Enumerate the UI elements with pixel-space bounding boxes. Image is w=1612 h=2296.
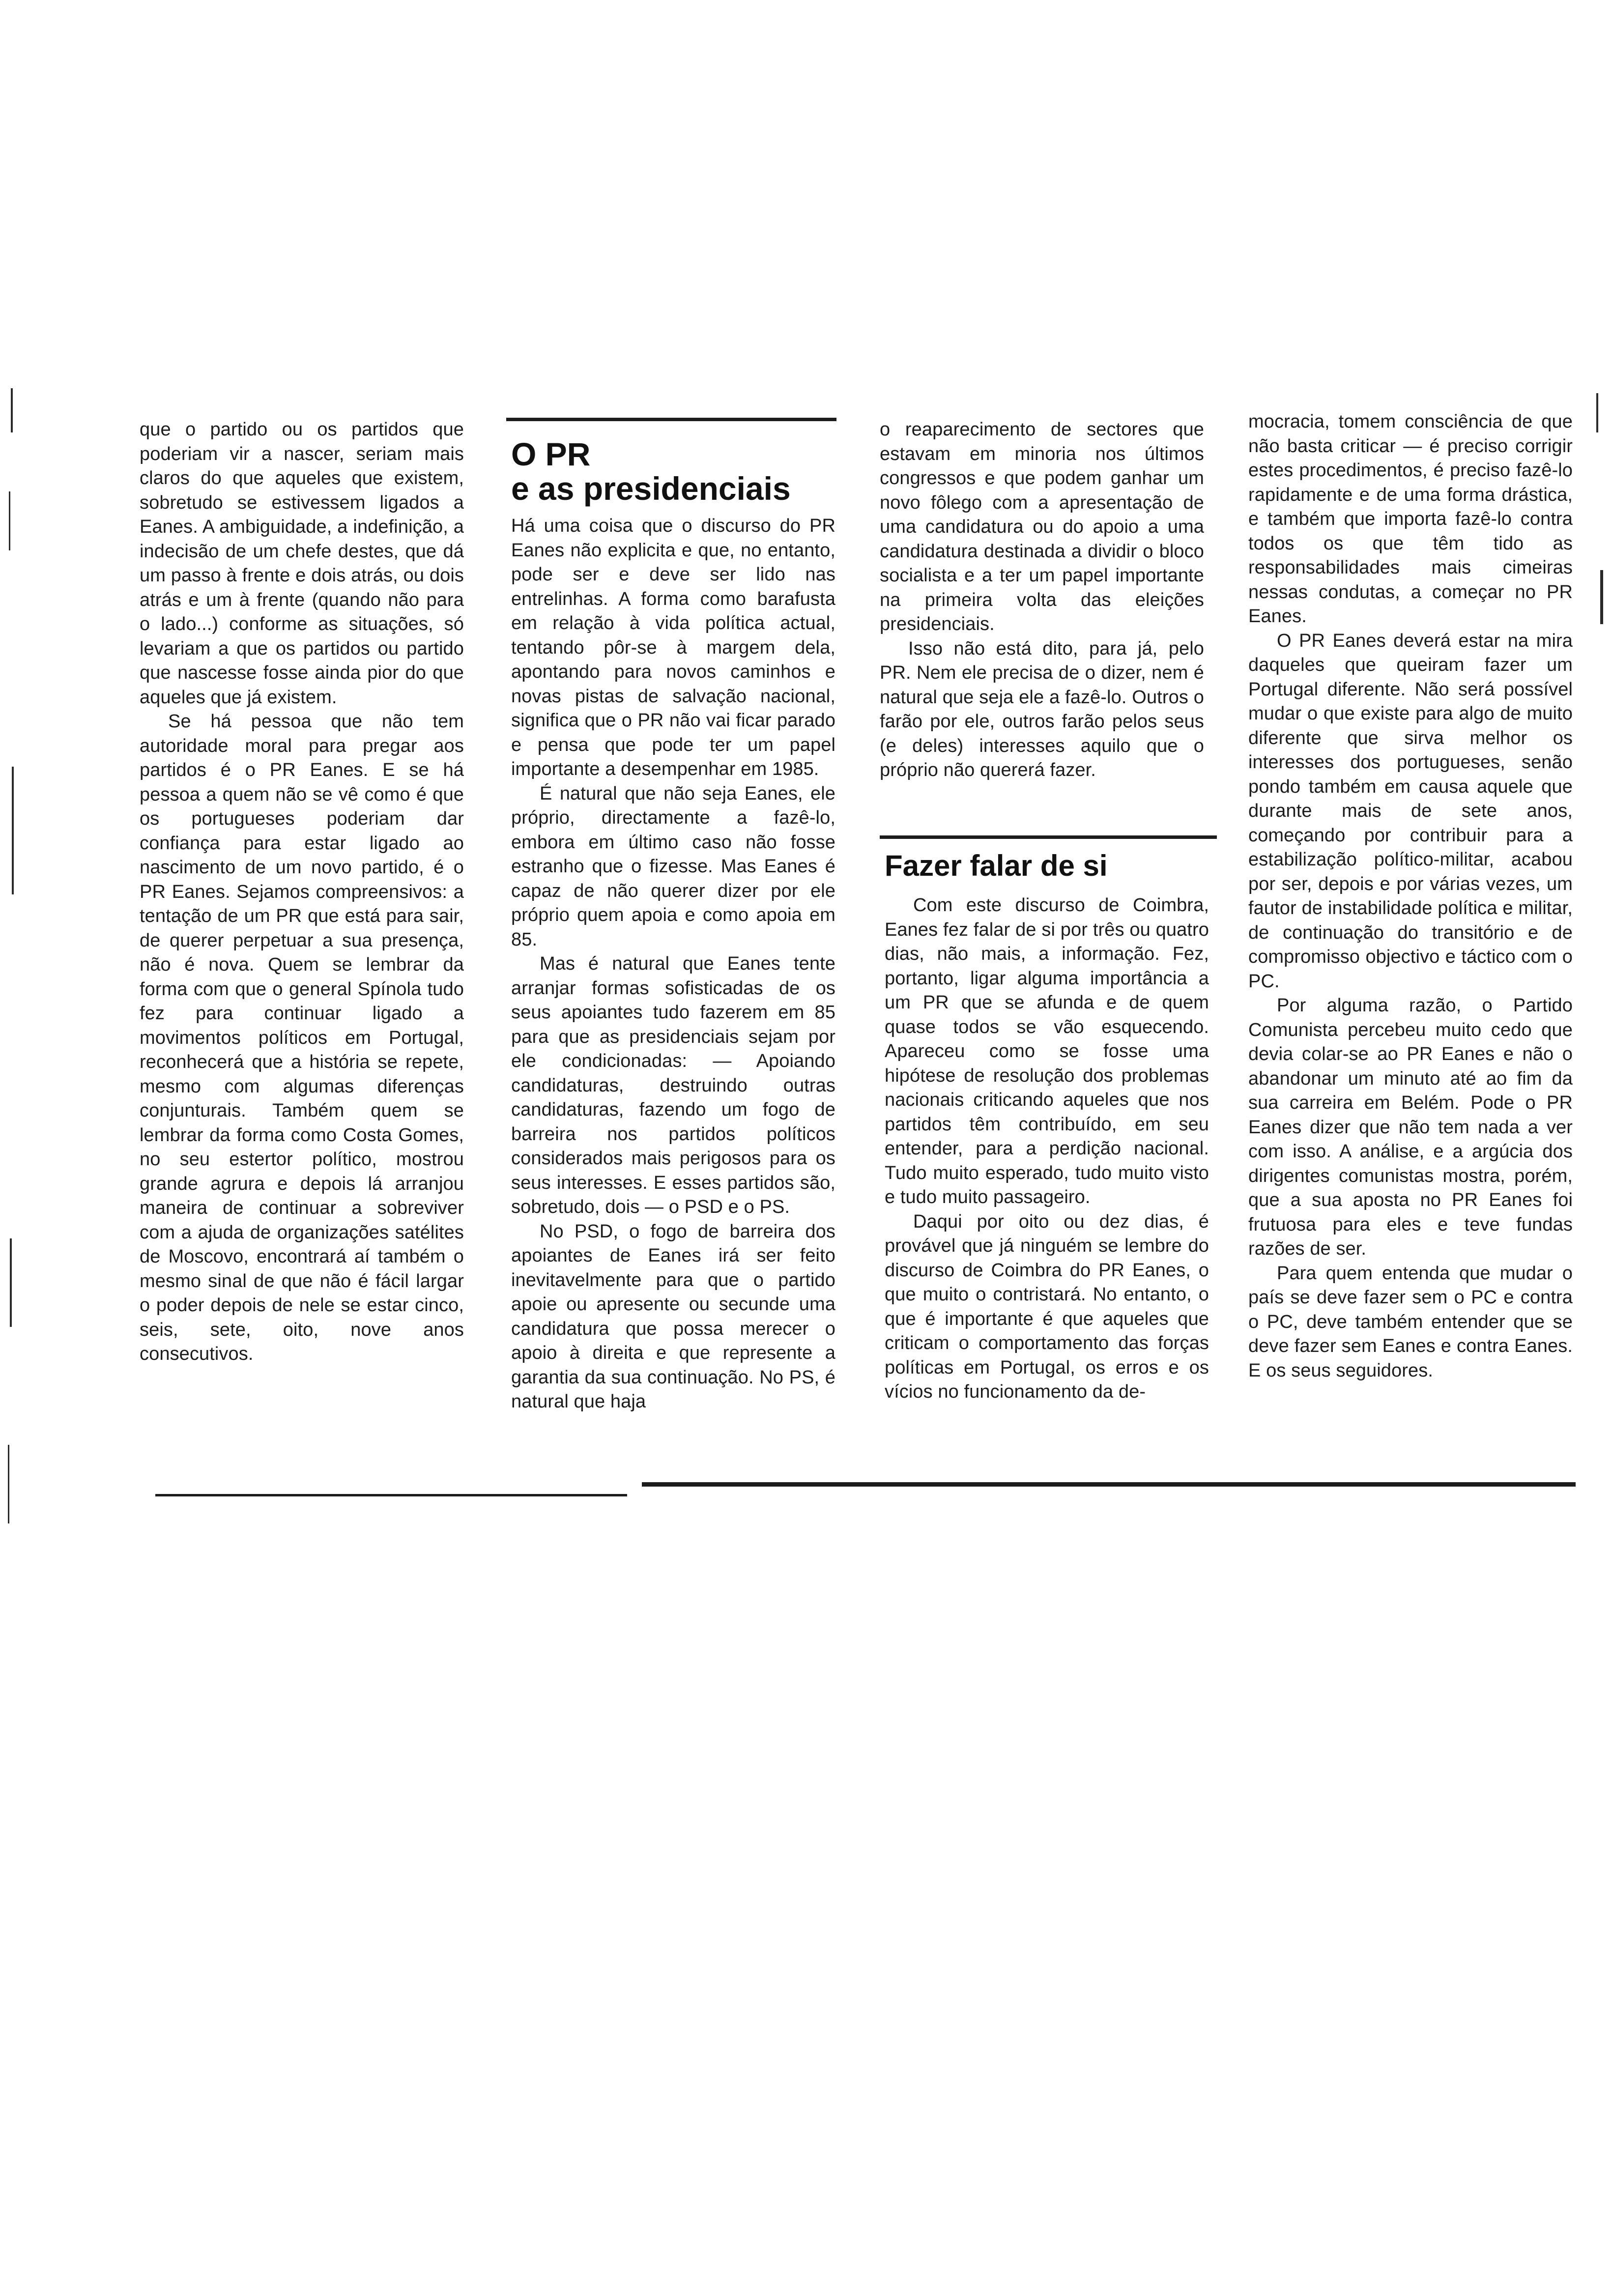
- paragraph: Se há pessoa que não tem autoridade moral para pregar aos partidos é o PR Eanes. E se há pessoa a quem não se vê como é que os portugueses poderiam dar confiança para estar ligado ao nascimento de um novo partido, é o PR Eanes. Sejamos compreensivos: a tentação de um PR que está para sair, de querer perpetuar a sua presença, não é nova. Quem se lembrar da forma com que o general Spínola tudo fez para continuar ligado a movimentos políticos em Portugal, reconhecerá que a história se repete, mesmo com algumas diferenças conjunturais. Também quem se lembrar da forma como Costa Gomes, no seu estertor político, mostrou grande agrura e depois lá arranjou maneira de continuar a sobreviver com a ajuda de organizações satélites de Moscovo, encontrará aí também o mesmo sinal de que não é fácil largar o poder depois de nele se estar cinco, seis, sete, oito, nove anos consecutivos.: [140, 711, 464, 1364]
- scan-artifact: [11, 388, 13, 432]
- article-column-3-bottom: [885, 893, 1209, 1405]
- article-column-3-top: [880, 418, 1204, 783]
- paragraph: Para quem entenda que mudar o país se deve fazer sem o PC e contra o PC, deve também entender que se deve fazer sem Eanes e contra Eanes. E os seus seguidores.: [1248, 1263, 1573, 1381]
- scan-artifact: [8, 1445, 9, 1523]
- section-title: Fazer falar de si: [885, 849, 1108, 882]
- article-column-4: [1248, 410, 1573, 1383]
- paragraph: Há uma coisa que o discurso do PR Eanes não explicita e que, no entanto, pode ser e deve ser lido nas entrelinhas. A forma como barafusta em relação à vida política actual, tentando pôr-se à margem dela, apontando para novos caminhos e novas pistas de salvação nacional, significa que o PR não vai ficar parado e pensa que pode ter um papel importante a desempenhar em 1985.: [511, 516, 835, 779]
- paragraph: No PSD, o fogo de barreira dos apoiantes de Eanes irá ser feito inevitavelmente para que o partido apoie ou apresente ou secunde uma candidatura que possa merecer o apoio à direita e que represente a garantia da sua continuação. No PS, é natural que haja: [511, 1221, 835, 1412]
- bottom-rule-right: [642, 1482, 1576, 1487]
- paragraph: Mas é natural que Eanes tente arranjar formas sofisticadas de os seus apoiantes tudo fazerem em 85 para que as presidenciais sejam por ele condicionadas: — Apoiando candidaturas, destruindo outras candidaturas, fazendo um fogo de barreira nos partidos políticos considerados mais perigosos para os seus interesses. E esses partidos são, sobretudo, dois — o PSD e o PS.: [511, 953, 835, 1217]
- scan-artifact: [1596, 393, 1598, 432]
- paragraph: Por alguma razão, o Partido Comunista percebeu muito cedo que devia colar-se ao PR Eanes e não o abandonar um minuto até ao fim da sua carreira em Belém. Pode o PR Eanes dizer que não tem nada a ver com isso. A análise, e a argúcia dos dirigentes comunistas mostra, porém, que a sua aposta no PR Eanes foi frutuosa para eles e teve fundas razões de ser.: [1248, 995, 1573, 1259]
- paragraph: mocracia, tomem consciência de que não basta criticar — é preciso corrigir estes procedimentos, é preciso fazê-lo rapidamente e de uma forma drástica, e também que importa fazê-lo contra todos os que têm tido as responsabilidades mais cimeiras nessas condutas, a começar no PR Eanes.: [1248, 411, 1573, 627]
- scan-artifact: [9, 491, 10, 550]
- paragraph: É natural que não seja Eanes, ele próprio, directamente a fazê-lo, embora em último caso não fosse estranho que o fizesse. Mas Eanes é capaz de não querer dizer por ele próprio quem apoia e como apoia em 85.: [511, 783, 835, 950]
- section-rule-top: [506, 418, 836, 421]
- paragraph: O PR Eanes deverá estar na mira daqueles que queiram fazer um Portugal diferente. Não será possível mudar o que existe para algo de muito diferente que sirva melhor os interesses dos portugueses, senão pondo também em causa aquele que durante mais de sete anos, começando por contribuir para a estabilização político-militar, acabou por ser, depois e por várias vezes, um fautor de instabilidade política e militar, de continuação do transitório e de compromisso objectivo e táctico com o PC.: [1248, 630, 1573, 992]
- paragraph: Daqui por oito ou dez dias, é provável que já ninguém se lembre do discurso de Coimbra do PR Eanes, o que muito o contristará. No entanto, o que é importante é que aqueles que criticam o comportamento das forças políticas em Portugal, os erros e os vícios no funcionamento da de-: [885, 1211, 1209, 1402]
- article-column-2: [511, 514, 835, 1414]
- paragraph: que o partido ou os partidos que poderiam vir a nascer, seriam mais claros do que aqueles que existem, sobretudo se estivessem ligados a Eanes. A ambiguidade, a indefinição, a indecisão de um chefe destes, que dá um passo à frente e dois atrás, ou dois atrás e um à frente (quando não para o lado...) conforme as situações, só levariam a que os partidos ou partido que nascesse fosse ainda pior do que aqueles que já existem.: [140, 419, 464, 708]
- paragraph: Com este discurso de Coimbra, Eanes fez falar de si por três ou quatro dias, não mais, a informação. Fez, portanto, ligar alguma importância a um PR que se afunda e de quem quase todos se vão esquecendo. Apareceu como se fosse uma hipótese de resolução dos problemas nacionais criticando aqueles que nos partidos têm contribuído, em seu entender, para a perdição nacional. Tudo muito esperado, tudo muito visto e tudo muito passageiro.: [885, 895, 1209, 1207]
- paragraph: o reaparecimento de sectores que estavam em minoria nos últimos congressos e que podem ganhar um novo fôlego com a apresentação de uma candidatura ou do apoio a uma candidatura destinada a dividir o bloco socialista e a ter um papel importante na primeira volta das eleições presidenciais.: [880, 419, 1204, 634]
- section-title-line-2: e as presidenciais: [511, 470, 791, 507]
- scan-artifact: [12, 767, 14, 894]
- paragraph: Isso não está dito, para já, pelo PR. Nem ele precisa de o dizer, nem é natural que seja ele a fazê-lo. Outros o farão por ele, outros farão pelos seus (e deles) interesses aquilo que o próprio não quererá fazer.: [880, 638, 1204, 780]
- article-column-1: [140, 418, 464, 1367]
- section-title-line-1: O PR: [511, 436, 591, 472]
- section-rule-top: [880, 835, 1217, 839]
- scan-artifact: [1600, 570, 1603, 624]
- bottom-rule-left: [155, 1494, 627, 1496]
- scan-artifact: [10, 1238, 12, 1327]
